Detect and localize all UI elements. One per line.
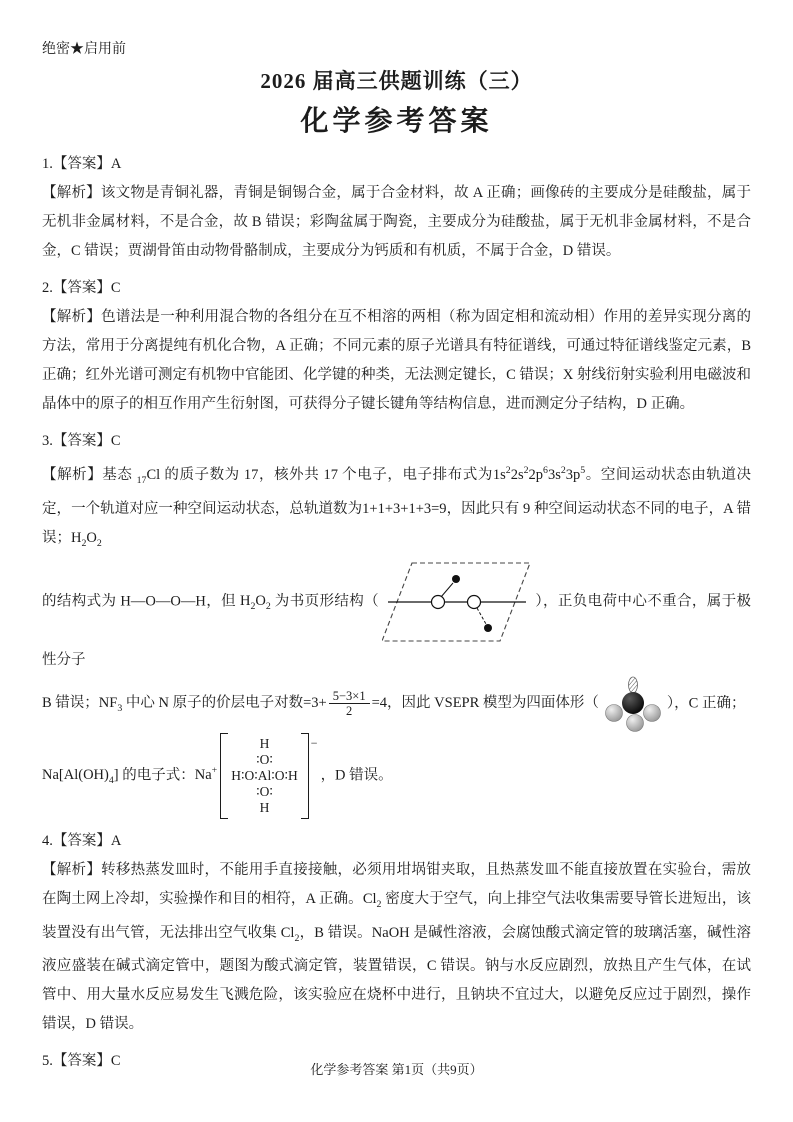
answer-line-2: 2.【答案】C: [42, 280, 121, 296]
analysis-1: 【解析】该文物是青铜礼器，青铜是铜锡合金，属于合金材料，故 A 正确；画像砖的主要成分是硅酸盐，属于无机非金属材料，不是合金，故 B 错误；彩陶盆属于陶瓷，主要成分为硅酸盐，属于无机非金属材料，不是合金，C 错误；贾湖骨笛由动物骨骼制成，主要成分为钙质和有机质，不属于合金，D 错误。: [42, 185, 751, 259]
analysis-3-part1: 【解析】基态 $_{17}$Cl 的质子数为 17，核外共 17 个电子，电子排布式为$1s^22s^22p^63s^23p^5$。空间运动状态由轨道决定，一个轨道对应一种空间运动状态，总轨道数为1+1+3+1+3=9，因此只有 9 种空间运动状态不同的电子，A 错误；$H_2O_2$: [42, 465, 752, 549]
ef-row-o-bottom: ∶O∶: [256, 783, 273, 799]
ef-row-h-bottom: H: [259, 799, 270, 815]
fluorine-atom-right: [643, 704, 660, 721]
nf3-vsepr-model-figure: [602, 675, 664, 733]
hydrogen-atom-upper: [452, 575, 460, 583]
ef-row-center: H∶O∶Al∶O∶H: [231, 767, 298, 783]
h2o2-book-structure-figure: [382, 558, 532, 646]
analysis-3-part3-text-b: ），C 正确；: [666, 694, 746, 711]
question-2-block: [42, 274, 751, 419]
answer-line-1: 1.【答案】A: [42, 156, 122, 172]
fluorine-atom-left: [605, 704, 622, 721]
fluorine-atom-front: [626, 714, 643, 731]
analysis-2: 【解析】色谱法是一种利用混合物的各组分在互不相溶的两相（称为固定相和流动相）作用的差异实现分离的方法，常用于分离提纯有机化合物，A 正确；不同元素的原子光谱具有特征谱线，可通过特征谱线鉴定元素，B 正确；红外光谱可测定有机物中官能团、化学键的种类，无法测定键长，C 错误；X 射线衍射实验利用电磁波和晶体中的原子的相互作用产生衍射图，可获得分子键长键角等结构信息，进而测定分子结构，D 正确。: [42, 309, 751, 412]
analysis-3-part4-text-b: ，D 错误。: [320, 766, 393, 783]
analysis-3-part4-text-a: $Na[Al(OH)_4]$ 的电子式：Na+: [42, 765, 218, 786]
answer-line-5: 5.【答案】C: [42, 1053, 121, 1070]
page-footer: 化学参考答案 第1页（共9页）: [310, 1062, 483, 1077]
electron-formula-bracket: [220, 733, 309, 819]
hydrogen-atom-lower: [484, 624, 492, 632]
analysis-3-part2: [42, 558, 751, 675]
analysis-3-part3: [42, 675, 751, 733]
document-subtitle: 化学参考答案: [300, 106, 493, 137]
oh-bond-lower: [477, 608, 486, 624]
answer-line-4: 4.【答案】A: [42, 832, 122, 849]
classification-label: 绝密★启用前: [42, 42, 126, 57]
analysis-3-part2-text-b: ），正负电荷中心不重合，属于极性分子: [42, 592, 752, 668]
ef-row-o-top: ∶O∶: [256, 751, 273, 767]
question-3-block: [42, 427, 751, 819]
lone-pair-lobe: [628, 677, 637, 693]
ef-row-h-top: H: [259, 735, 270, 751]
analysis-3-part2-text-a: 的结构式为 H—O—O—H，但 $H_2O_2$ 为书页形结构（: [42, 592, 379, 612]
analysis-3-part3-text-a: B 错误；$NF_3$ 中心 N 原子的价层电子对数=3+ $\frac{5-3\times 1}{2}$ =4，因此 VSEPR 模型为四面体形（: [42, 688, 599, 719]
question-1-block: [42, 150, 751, 266]
document-title: 2026 届高三供题训练（三）: [260, 69, 533, 93]
question-4-block: [42, 827, 751, 1040]
electron-dot-formula: [220, 733, 317, 819]
oh-bond-upper: [441, 583, 453, 597]
oxygen-atom-right: [468, 595, 481, 608]
ef-charge-sign: −: [310, 735, 318, 750]
electron-formula-rows: [231, 736, 298, 816]
nitrogen-atom-center: [622, 692, 644, 714]
analysis-3-part4: [42, 733, 751, 819]
oxygen-atom-left: [432, 595, 445, 608]
analysis-4: 【解析】转移热蒸发皿时，不能用手直接接触，必须用坩埚钳夹取，且热蒸发皿不能直接放置在实验台，需放在陶土网上冷却，实验操作和目的相符，A 正确。$Cl_2$ 密度大于空气，向上排空气法收集需要导管长进短出，该装置没有出气管，无法排出空气收集 $Cl_2$，B 错误。NaOH 是碱性溶液，会腐蚀酸式滴定管的玻璃活塞，碱性溶液应盛装在碱式滴定管中，题图为酸式滴定管，装置错误，C 错误。钠与水反应剧烈，放热且产生气体，在试管中、用大量水反应易发生飞溅危险，该实验应在烧杯中进行，且钠块不宜过大，以避免反应过于剧烈，操作错误，D 错误。: [42, 861, 751, 1033]
answer-line-3: 3.【答案】C: [42, 433, 121, 449]
